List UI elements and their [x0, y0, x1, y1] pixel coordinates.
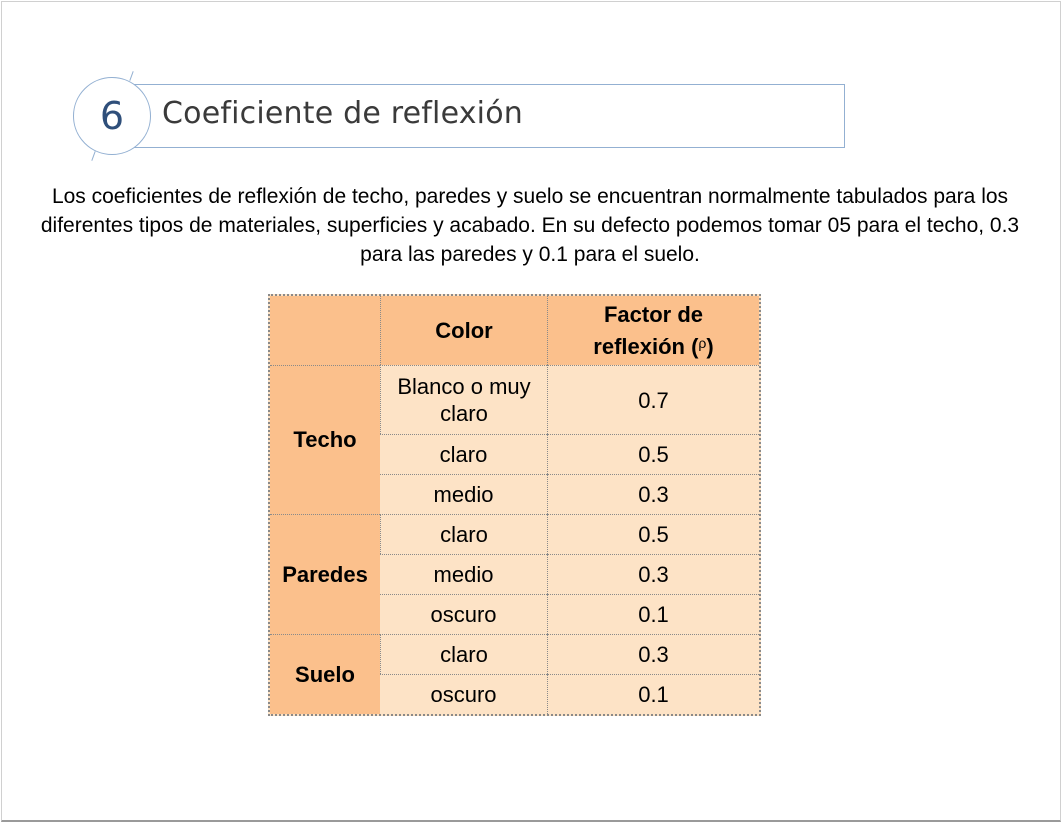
body-paragraph: Los coeficientes de reflexión de techo, paredes y suelo se encuentran normalmente tabulados para los diferentes tipos de materiales, superficies y acabado. En su defecto podemos tomar 05 para el techo, 0.3 para las paredes y 0.1 para el suelo. [40, 185, 1020, 266]
cell-factor: 0.3 [547, 634, 759, 674]
section-number-badge [73, 77, 151, 155]
header-color: Color [380, 296, 547, 365]
category-suelo: Suelo [270, 634, 380, 714]
table-row [270, 514, 759, 554]
header-factor-close: ) [706, 333, 714, 359]
cell-color: medio [380, 554, 547, 594]
cell-color: oscuro [380, 594, 547, 634]
category-techo: Techo [270, 365, 380, 514]
slide-title: Coeficiente de reflexión [162, 96, 523, 131]
cell-factor: 0.3 [547, 474, 759, 514]
rho-symbol: ρ [698, 334, 707, 351]
header-category [270, 296, 380, 365]
cell-color: claro [380, 634, 547, 674]
cell-factor: 0.1 [547, 674, 759, 714]
cell-factor: 0.3 [547, 554, 759, 594]
cell-factor: 0.5 [547, 434, 759, 474]
cell-factor: 0.1 [547, 594, 759, 634]
cell-color: oscuro [380, 674, 547, 714]
cell-factor: 0.7 [547, 365, 759, 434]
cell-color: claro [380, 434, 547, 474]
header-factor-line2: reflexión ( [593, 333, 699, 359]
cell-color: medio [380, 474, 547, 514]
reflection-table [268, 294, 761, 716]
header-factor [547, 296, 759, 365]
header-factor-line1: Factor de [603, 301, 704, 327]
cell-factor: 0.5 [547, 514, 759, 554]
table-row [270, 634, 759, 674]
cell-color: Blanco o muy claro [380, 365, 547, 434]
table-header-row [270, 296, 759, 365]
section-number: 6 [99, 94, 125, 138]
category-paredes: Paredes [270, 514, 380, 634]
table-row [270, 365, 759, 434]
cell-color: claro [380, 514, 547, 554]
